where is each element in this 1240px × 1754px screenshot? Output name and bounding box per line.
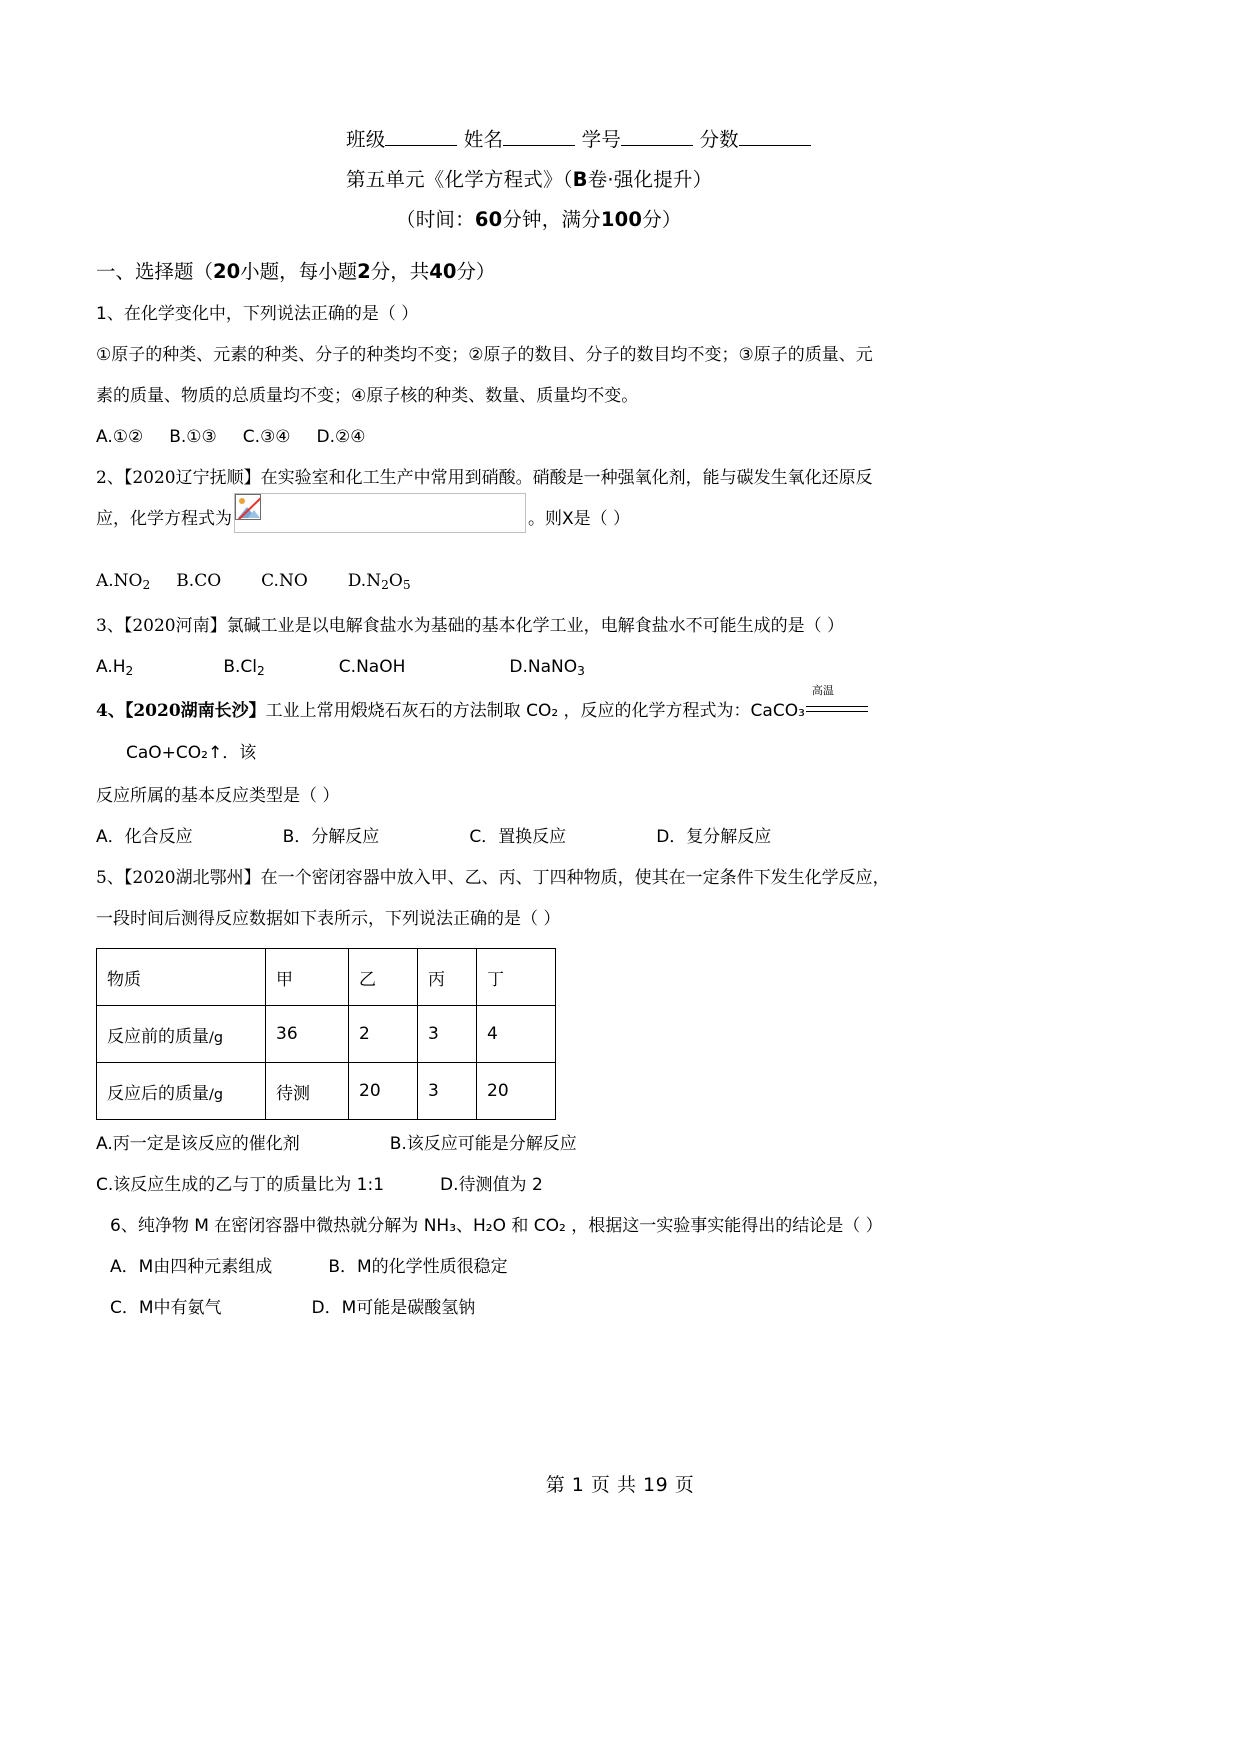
question-2-text-before-equation: 应，化学方程式为 bbox=[96, 509, 232, 529]
option-value[interactable]: 复分解反应 bbox=[686, 827, 772, 848]
table-cell: 36 bbox=[266, 1006, 349, 1063]
exam-info-suffix: 分） bbox=[642, 208, 682, 231]
page-footer: 第 1 页 共 19 页 bbox=[545, 1474, 695, 1496]
table-header-cell: 丙 bbox=[418, 949, 477, 1006]
option-value[interactable]: M中有氨气 bbox=[138, 1298, 222, 1319]
option-value[interactable]: M可能是碳酸氢钠 bbox=[341, 1298, 476, 1319]
reaction-condition-label: 高温 bbox=[811, 684, 834, 698]
option-value[interactable]: C.该反应生成的乙与丁的质量比为 1:1 bbox=[96, 1175, 385, 1196]
option-value[interactable]: ①③ bbox=[186, 427, 217, 447]
table-cell: 3 bbox=[418, 1063, 477, 1120]
question-6-number: 6、 bbox=[110, 1216, 138, 1237]
option-value[interactable]: B.该反应可能是分解反应 bbox=[389, 1134, 577, 1155]
option-key[interactable]: D. bbox=[316, 427, 336, 447]
title-suffix: 卷·强化提升） bbox=[587, 168, 713, 191]
class-label: 班级 bbox=[346, 128, 386, 151]
option-value[interactable]: ③④ bbox=[260, 427, 291, 447]
name-blank bbox=[503, 145, 575, 146]
question-1-text: 在化学变化中，下列说法正确的是（ ） bbox=[123, 304, 419, 324]
question-1-body-line-1: ①原子的种类、元素的种类、分子的种类均不变；②原子的数目、分子的数目均不变；③原子的质量、元 bbox=[96, 345, 873, 365]
class-blank bbox=[385, 145, 457, 146]
exam-duration: 60 bbox=[474, 208, 503, 231]
exam-total-score: 100 bbox=[600, 208, 643, 231]
question-5-stem bbox=[96, 858, 1056, 899]
table-cell: 4 bbox=[477, 1006, 556, 1063]
row-label-text: 反应前的质量 bbox=[107, 1026, 209, 1047]
reaction-data-table bbox=[96, 948, 556, 1120]
table-header-cell: 乙 bbox=[349, 949, 418, 1006]
score-label: 分数 bbox=[699, 128, 739, 151]
question-6-text: 纯净物 M 在密闭容器中微热就分解为 NH₃、H₂O 和 CO₂ ，根据这一实验事实能得出的结论是（ ） bbox=[137, 1216, 883, 1237]
question-4-stem bbox=[96, 684, 1056, 731]
question-3-number: 3、 bbox=[96, 616, 124, 637]
table-cell: 3 bbox=[418, 1006, 477, 1063]
question-1-body-line-2: 素的质量、物质的总质量均不变；④原子核的种类、数量、质量均不变。 bbox=[96, 386, 639, 406]
title-prefix: 第五单元《化学方程式》（ bbox=[346, 168, 573, 191]
page-content bbox=[96, 120, 1056, 1329]
row-label-unit: /g bbox=[209, 1029, 224, 1046]
question-2-options[interactable]: $A.NO_2$ B.CO C.NO $D.N_2O_5$ bbox=[96, 571, 411, 593]
exam-info bbox=[96, 200, 1056, 240]
option-value[interactable]: 置换反应 bbox=[498, 827, 567, 848]
section-points-each: 2 bbox=[357, 260, 371, 283]
option-key[interactable]: A． bbox=[110, 1257, 139, 1278]
table-header-cell: 甲 bbox=[266, 949, 349, 1006]
equation-image-frame bbox=[234, 493, 526, 533]
table-header-cell: 丁 bbox=[477, 949, 556, 1006]
table-cell: 待测 bbox=[266, 1063, 349, 1120]
section-mid1: 小题，每小题 bbox=[240, 260, 358, 283]
table-cell: 20 bbox=[477, 1063, 556, 1120]
section-mid2: 分，共 bbox=[370, 260, 430, 283]
question-4-number: 4、 bbox=[96, 701, 125, 722]
question-2-equation-line bbox=[96, 499, 1056, 561]
option-value[interactable]: A.丙一定是该反应的催化剂 bbox=[96, 1134, 300, 1155]
question-4-source-tag: 【2020湖南长沙】 bbox=[124, 701, 266, 722]
question-5-number: 5、 bbox=[96, 868, 124, 889]
question-3-options[interactable]: $A.H_2$ $B.Cl_2$ C.NaOH D.NaNO$_3$ bbox=[96, 657, 585, 679]
question-5-options-line-2 bbox=[96, 1165, 1056, 1206]
option-value[interactable]: 分解反应 bbox=[311, 827, 380, 848]
row-label-text: 反应后的质量 bbox=[107, 1083, 209, 1104]
option-value[interactable]: M的化学性质很稳定 bbox=[356, 1257, 508, 1278]
option-key[interactable]: A． bbox=[96, 827, 125, 848]
option-key[interactable]: D． bbox=[656, 827, 687, 848]
question-5-options-line-1 bbox=[96, 1124, 1056, 1165]
question-3-stem bbox=[96, 606, 1056, 647]
table-row-label bbox=[97, 1006, 266, 1063]
question-4-text: 工业上常用煅烧石灰石的方法制取 CO₂ ，反应的化学方程式为：CaCO₃ bbox=[265, 701, 805, 722]
table-cell: 20 bbox=[349, 1063, 418, 1120]
question-1-stem bbox=[96, 294, 1056, 335]
question-2-text-after-equation: 。则X是（ ） bbox=[528, 509, 631, 529]
option-value[interactable]: M由四种元素组成 bbox=[138, 1257, 273, 1278]
question-4-options bbox=[96, 817, 1056, 858]
section-label: 一、选择题（ bbox=[96, 260, 214, 283]
question-5-text-line-2: 一段时间后测得反应数据如下表所示，下列说法正确的是（ ） bbox=[96, 909, 561, 930]
question-4-product: CaO+CO₂↑．该 bbox=[126, 743, 257, 764]
page-title bbox=[96, 160, 1056, 200]
broken-image-icon bbox=[235, 494, 261, 520]
option-key[interactable]: C. bbox=[242, 427, 261, 447]
section-end: 分） bbox=[456, 260, 496, 283]
section-points-total: 40 bbox=[429, 260, 457, 283]
option-key[interactable]: B. bbox=[169, 427, 187, 447]
question-2-text: 在实验室和化工生产中常用到硝酸。硝酸是一种强氧化剂，能与碳发生氧化还原反 bbox=[260, 468, 873, 488]
option-key[interactable]: A. bbox=[96, 427, 113, 447]
option-key[interactable]: C． bbox=[110, 1298, 139, 1319]
option-key[interactable]: C． bbox=[469, 827, 499, 848]
option-value[interactable]: ②④ bbox=[335, 427, 366, 447]
id-blank bbox=[621, 145, 693, 146]
option-key[interactable]: B． bbox=[282, 827, 312, 848]
section-heading bbox=[96, 250, 1056, 294]
question-5-source-tag: 【2020湖北鄂州】 bbox=[123, 868, 261, 889]
question-1-number: 1、 bbox=[96, 304, 124, 324]
question-6-options-line-2 bbox=[96, 1288, 1056, 1329]
table-row-label bbox=[97, 1063, 266, 1120]
table-header-cell: 物质 bbox=[97, 949, 266, 1006]
exam-info-prefix: （时间： bbox=[396, 208, 475, 231]
student-info-line bbox=[96, 120, 1056, 160]
table-row bbox=[97, 1063, 556, 1120]
question-6-stem bbox=[96, 1206, 1056, 1247]
title-volume: B bbox=[572, 168, 588, 191]
exam-info-middle: 分钟，满分 bbox=[502, 208, 601, 231]
option-value[interactable]: D.待测值为 2 bbox=[440, 1175, 543, 1196]
question-3-text: 氯碱工业是以电解食盐水为基础的基本化学工业，电解食盐水不可能生成的是（ ） bbox=[226, 616, 844, 637]
row-label-unit: /g bbox=[209, 1086, 224, 1103]
option-value[interactable]: 化合反应 bbox=[124, 827, 193, 848]
question-5-text-line-1: 在一个密闭容器中放入甲、乙、丙、丁四种物质，使其在一定条件下发生化学反应， bbox=[260, 868, 890, 889]
table-row bbox=[97, 1006, 556, 1063]
score-blank bbox=[739, 145, 811, 146]
table-cell: 2 bbox=[349, 1006, 418, 1063]
question-2-number: 2、 bbox=[96, 468, 124, 488]
question-4-stem-continued: 反应所属的基本反应类型是（ ） bbox=[96, 786, 340, 807]
reaction-arrow bbox=[806, 684, 868, 718]
table-header-row bbox=[97, 949, 556, 1006]
question-3-source-tag: 【2020河南】 bbox=[123, 616, 227, 637]
option-key[interactable]: D． bbox=[311, 1298, 342, 1319]
option-value[interactable]: ①② bbox=[112, 427, 144, 447]
question-2-source-tag: 【2020辽宁抚顺】 bbox=[123, 468, 261, 488]
question-1-options bbox=[96, 417, 1056, 458]
question-6-options-line-1 bbox=[96, 1247, 1056, 1288]
id-label: 学号 bbox=[581, 128, 622, 151]
option-key[interactable]: B． bbox=[328, 1257, 357, 1278]
name-label: 姓名 bbox=[463, 128, 504, 151]
section-question-count: 20 bbox=[213, 260, 241, 283]
